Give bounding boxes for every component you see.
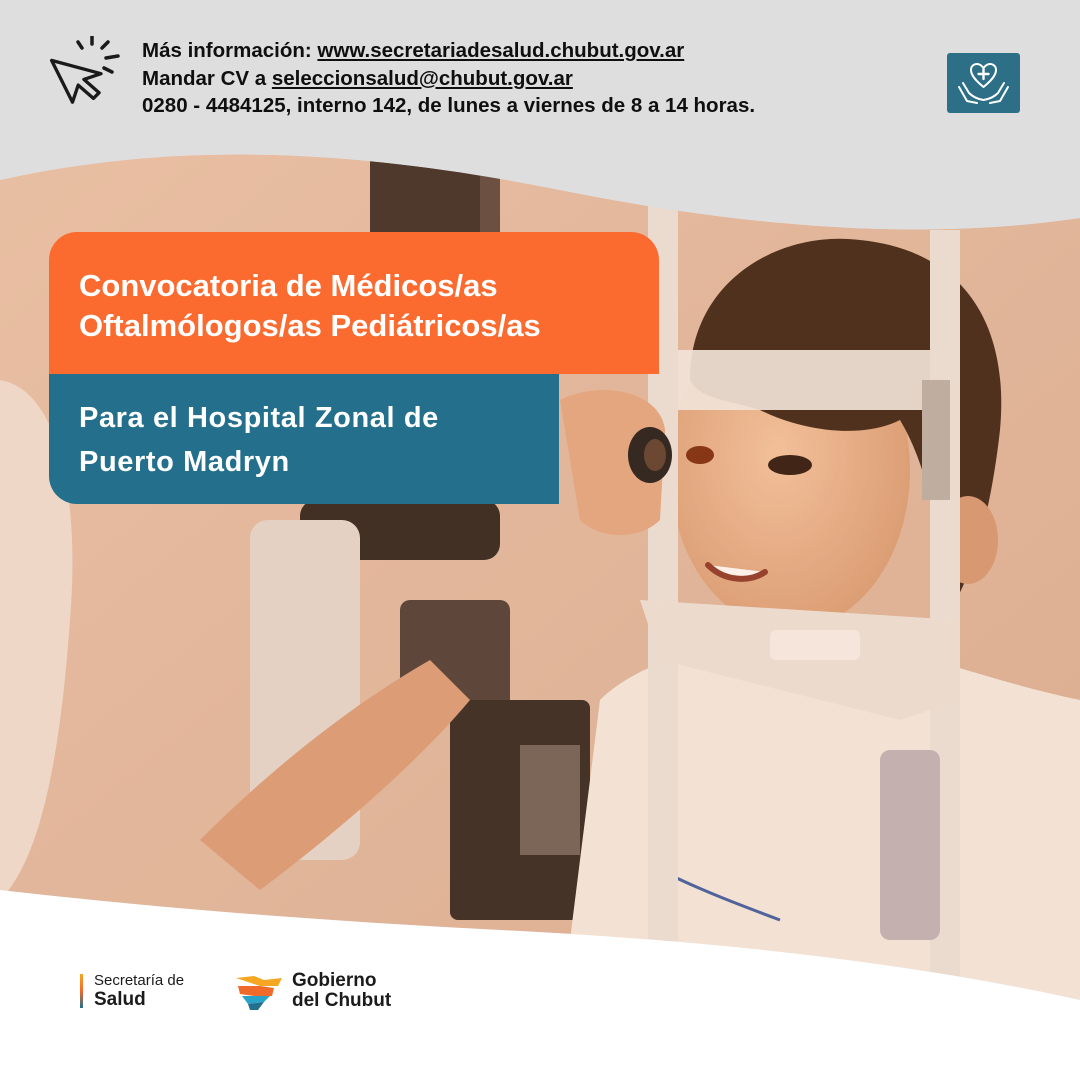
phone-line: 0280 - 4484125, interno 142, de lunes a viernes de 8 a 14 horas. [142,94,756,117]
cursor-click-icon [46,36,126,112]
website-link[interactable]: www.secretariadesalud.chubut.gov.ar [317,39,685,62]
logo-accent-bar [80,974,83,1008]
gobierno-chubut-logo [234,970,414,1014]
gobierno-logo-line-2: del Chubut [292,990,392,1011]
title-line-1: Convocatoria de Médicos/as [79,268,498,303]
title-box [49,232,659,374]
contact-info [142,37,755,120]
more-info-label: Más información: [142,39,318,62]
salud-logo-line-1: Secretaría de [94,972,185,989]
email-link[interactable]: seleccionsalud@chubut.gov.ar [271,66,573,90]
cv-row [142,65,755,93]
subtitle-line-1: Para el Hospital Zonal de [79,402,439,434]
chubut-map-icon [234,972,286,1012]
salud-logo-line-2: Salud [94,989,146,1010]
subtitle-box [49,374,559,504]
title-line-2: Oftalmólogos/as Pediátricos/as [79,308,541,343]
heart-hands-icon [947,53,1020,113]
gobierno-logo-line-1: Gobierno [292,970,377,991]
cv-label: Mandar CV a [142,66,272,90]
more-info-row [142,37,755,65]
subtitle-line-2: Puerto Madryn [79,446,290,478]
